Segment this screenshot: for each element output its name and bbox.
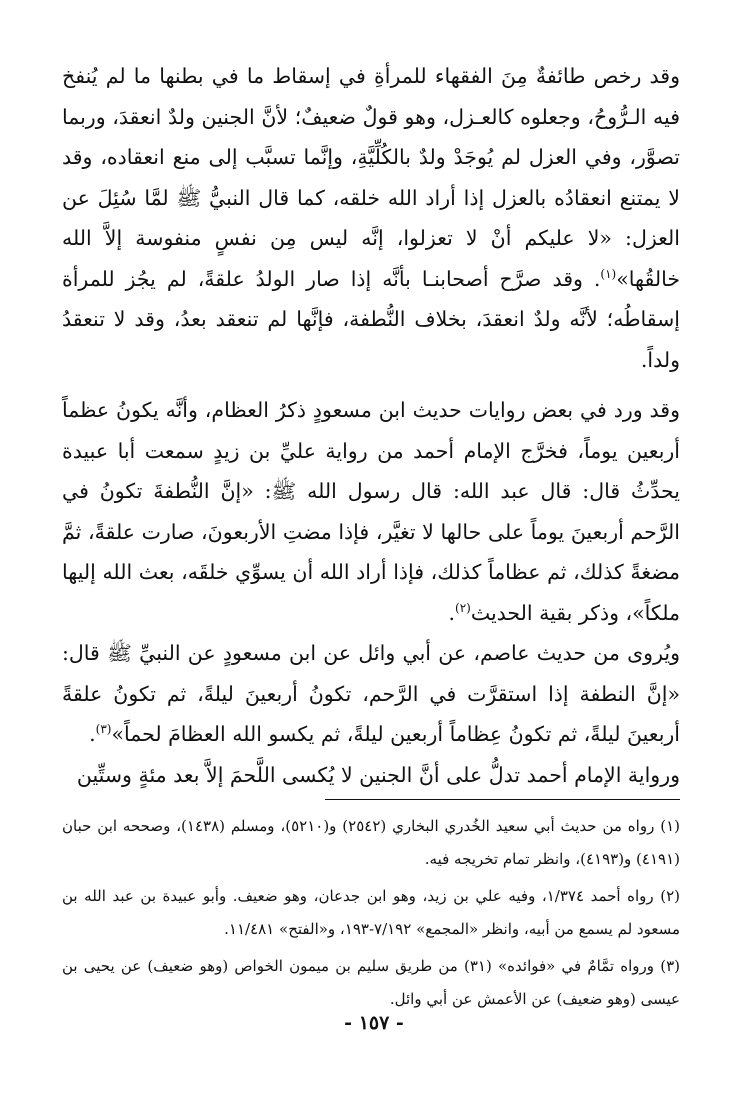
footnote-3: (٣) ورواه تمَّامٌ في «فوائده» (٣١) من طريق سليم بن ميمون الخواص (وهو ضعيف) عن يحيى بن عيسى (وهو ضعيف) عن الأعمش عن أبي وائل. (62, 957, 680, 1008)
footnote-ref-3: (٣) (95, 722, 112, 737)
page-number: - ١٥٧ - (344, 1012, 404, 1034)
footnote-ref-1: (١) (600, 266, 617, 281)
footnotes (62, 810, 680, 1016)
footnote-ref-2: (٢) (455, 600, 471, 615)
paragraph-text: وقد رخص طائفةٌ مِنَ الفقهاء للمرأةِ في إسقاط ما في بطنها ما لم يُنفخ فيه الـرُّوحُ، وجعلوه كالعـزل، وهو قولٌ ضعيفٌ؛ لأنَّ الجنين ولدٌ انعقدَ، وربما تصوَّر، وفي العزل لم يُوجَدْ ولدٌ بالكُلِّيَّةِ، وإنَّما تسبَّب إلى منع انعقاده، وقد لا يمتنع انعقادُه بالعزل إذا أراد الله خلقه، كما قال النبيُّ ﷺ لمَّا سُئِلَ عن العزل: «لا عليكم أنْ لا تعزلوا، إنَّه ليس مِن نفسٍ منفوسة إلاَّ الله خالقُها» (62, 64, 680, 291)
paragraph: ورواية الإمام أحمد تدلُّ على أنَّ الجنين لا يُكسى اللَّحمَ إلاَّ بعد مئةٍ وستِّين (76, 762, 680, 787)
paragraph-text: وقد ورد في بعض روايات حديث ابن مسعودٍ ذكرُ العظام، وأنَّه يكونُ عظماً أربعين يوماً، فخرَّج الإمام أحمد من رواية عليِّ بن زيدٍ سمعت أبا عبيدة يحدِّثُ قال: قال عبد الله: قال رسول الله ﷺ: «إنَّ النُّطفةَ تكونُ في الرَّحم أربعينَ يوماً على حالها لا تغيَّر، فإذا مضتِ الأربعونَ، صارت علقةً، ثمَّ مضغةً كذلك، ثم عظاماً كذلك، فإذا أراد الله أن يسوِّي خلقَه، بعث الله إليها ملكاً»، وذكر بقية الحديث (62, 398, 680, 625)
paragraph-text: . وقد صرَّح أصحابنـا بأنَّه إذا صار الولدُ علقةً، لم يجُز للمرأة إسقاطُه؛ لأنَّه ولدٌ انعقدَ، بخلاف النُّطفة، فإنَّها لم تنعقد بعدُ، وقد لا تنعقدُ ولداً. (62, 266, 680, 372)
period: . (89, 722, 96, 746)
footnote-divider (325, 799, 680, 800)
footnote-1: (١) رواه من حديث أبي سعيد الخُدري البخاري (٢٥٤٢) و(٥٢١٠)، ومسلم (١٤٣٨)، وصححه ابن حبان (٤١٩١) و(٤١٩٣)، وانظر تمام تخريجه فيه. (62, 817, 680, 868)
paragraph-text: ويُروى من حديث عاصم، عن أبي وائل عن ابن مسعودٍ عن النبيِّ ﷺ قال: «إنَّ النطفة إذا استقرَّت في الرَّحم، تكونُ أربعينَ ليلةً، ثم تكونُ علقةً أربعينَ ليلةً، ثم تكونُ عِظاماً أربعين ليلةً، ثم يكسو الله العظامَ لحماً» (62, 641, 680, 746)
footnote-2: (٢) رواه أحمد ١/٣٧٤، وفيه علي بن زيد، وهو ابن جدعان، وهو ضعيف. وأبو عبيدة بن عبد الله بن مسعود لم يسمع من أبيه، وانظر «المجمع» ٧/١٩٢-١٩٣، و«الفتح» ١١/٤٨١. (62, 887, 680, 938)
paragraph (62, 633, 680, 755)
period: . (448, 600, 455, 625)
paragraph (62, 390, 680, 633)
paragraph (62, 56, 680, 380)
main-text (62, 56, 680, 795)
